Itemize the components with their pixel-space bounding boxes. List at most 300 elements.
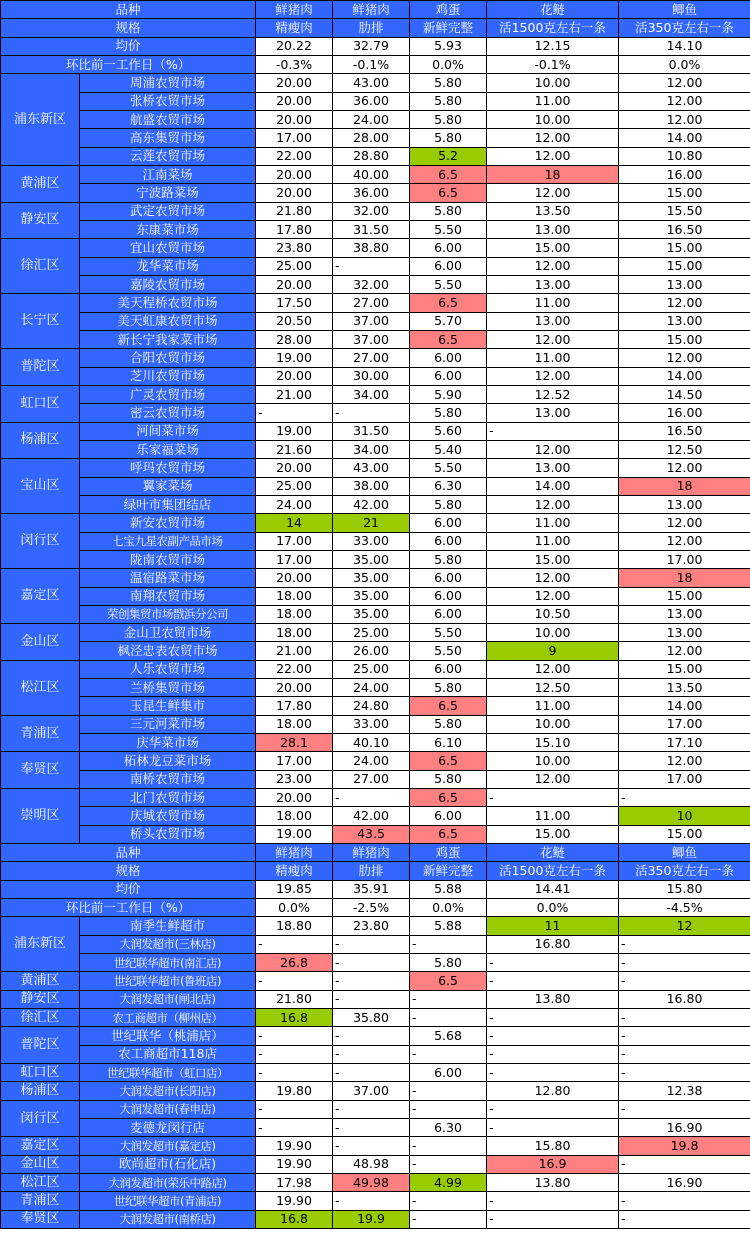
average-price-label: 均价 bbox=[1, 880, 256, 898]
price-cell: 6.00 bbox=[410, 532, 487, 550]
price-cell: 18.00 bbox=[256, 715, 333, 733]
price-cell: 17.50 bbox=[256, 294, 333, 312]
price-cell: 6.10 bbox=[410, 734, 487, 752]
market-name: 七宝九星农副产品市场 bbox=[80, 532, 256, 550]
price-cell: - bbox=[333, 1119, 410, 1137]
average-price-value: 5.88 bbox=[410, 880, 487, 898]
market-row bbox=[1, 642, 750, 660]
price-cell: 12.00 bbox=[487, 440, 619, 458]
column-variety-header: 鲜猪肉 bbox=[333, 1, 410, 19]
market-name: 呼玛农贸市场 bbox=[80, 459, 256, 477]
variety-header-label: 品种 bbox=[1, 844, 256, 862]
price-table-body bbox=[1, 1, 750, 1229]
price-cell: 40.00 bbox=[333, 165, 410, 183]
district-name: 徐汇区 bbox=[1, 239, 80, 294]
price-cell: 11.00 bbox=[487, 697, 619, 715]
price-cell: 17.00 bbox=[256, 550, 333, 568]
market-name: 世纪联华超市(鲁班店) bbox=[80, 972, 256, 990]
price-cell: 19.80 bbox=[256, 1082, 333, 1100]
market-row bbox=[1, 184, 750, 202]
price-cell: 20.00 bbox=[256, 92, 333, 110]
price-cell: 21.00 bbox=[256, 642, 333, 660]
price-cell: 16.80 bbox=[487, 935, 619, 953]
price-cell: 42.00 bbox=[333, 807, 410, 825]
market-row bbox=[1, 440, 750, 458]
price-cell: - bbox=[619, 1155, 750, 1173]
market-name: 密云农贸市场 bbox=[80, 404, 256, 422]
price-cell: 6.00 bbox=[410, 514, 487, 532]
column-variety-header: 鲜猪肉 bbox=[256, 844, 333, 862]
average-price-row bbox=[1, 880, 750, 898]
average-price-value: 12.15 bbox=[487, 37, 619, 55]
district-name: 奉贤区 bbox=[1, 752, 80, 789]
market-row bbox=[1, 752, 750, 770]
price-cell: 34.00 bbox=[333, 440, 410, 458]
market-name: 金山卫农贸市场 bbox=[80, 624, 256, 642]
market-row bbox=[1, 734, 750, 752]
price-cell: 10.00 bbox=[487, 74, 619, 92]
price-cell: 20.00 bbox=[256, 367, 333, 385]
market-row bbox=[1, 202, 750, 220]
price-cell: 27.00 bbox=[333, 294, 410, 312]
price-cell: 12.00 bbox=[619, 459, 750, 477]
price-cell: 36.00 bbox=[333, 92, 410, 110]
market-row bbox=[1, 239, 750, 257]
price-cell: 16.00 bbox=[619, 404, 750, 422]
market-name: 宜山农贸市场 bbox=[80, 239, 256, 257]
price-cell-high: 19.8 bbox=[619, 1137, 750, 1155]
district-name: 虹口区 bbox=[1, 385, 80, 422]
price-cell: - bbox=[487, 954, 619, 972]
market-row bbox=[1, 1064, 750, 1082]
price-cell: - bbox=[487, 422, 619, 440]
average-price-value: 32.79 bbox=[333, 37, 410, 55]
market-row bbox=[1, 1009, 750, 1027]
price-cell: - bbox=[619, 1100, 750, 1118]
price-cell: - bbox=[256, 1064, 333, 1082]
price-cell: - bbox=[256, 1027, 333, 1045]
district-name: 嘉定区 bbox=[1, 1137, 80, 1155]
price-cell: 11.00 bbox=[487, 294, 619, 312]
district-name: 浦东新区 bbox=[1, 74, 80, 166]
price-cell: - bbox=[410, 1009, 487, 1027]
market-row bbox=[1, 367, 750, 385]
price-cell: 13.00 bbox=[487, 220, 619, 238]
market-row bbox=[1, 129, 750, 147]
price-cell: 12.00 bbox=[487, 129, 619, 147]
price-cell: 20.00 bbox=[256, 275, 333, 293]
price-cell: 12.38 bbox=[619, 1082, 750, 1100]
price-cell: 6.00 bbox=[410, 660, 487, 678]
price-cell-high: 18 bbox=[619, 477, 750, 495]
market-name: 南桥农贸市场 bbox=[80, 770, 256, 788]
price-cell: 11.00 bbox=[487, 349, 619, 367]
price-cell: 11.00 bbox=[487, 807, 619, 825]
price-cell: 19.90 bbox=[256, 1192, 333, 1210]
price-cell-low: 12 bbox=[619, 917, 750, 935]
price-cell: 12.00 bbox=[487, 184, 619, 202]
header-row-spec bbox=[1, 862, 750, 880]
price-cell: 43.00 bbox=[333, 74, 410, 92]
district-name: 静安区 bbox=[1, 990, 80, 1008]
price-cell: - bbox=[410, 1192, 487, 1210]
price-cell-low: 16.8 bbox=[256, 1009, 333, 1027]
market-row bbox=[1, 679, 750, 697]
price-cell: - bbox=[333, 789, 410, 807]
district-name: 松江区 bbox=[1, 1174, 80, 1192]
price-cell: - bbox=[487, 972, 619, 990]
change-value: -0.1% bbox=[333, 55, 410, 73]
market-name: 世纪联华超市(青浦店) bbox=[80, 1192, 256, 1210]
average-price-value: 5.93 bbox=[410, 37, 487, 55]
market-row bbox=[1, 147, 750, 165]
price-cell: 12.00 bbox=[619, 349, 750, 367]
price-cell: 17.00 bbox=[619, 770, 750, 788]
price-cell: 31.50 bbox=[333, 422, 410, 440]
market-name: 武定农贸市场 bbox=[80, 202, 256, 220]
price-cell: 15.00 bbox=[619, 587, 750, 605]
change-row bbox=[1, 899, 750, 917]
district-name: 黄浦区 bbox=[1, 165, 80, 202]
price-cell: 24.00 bbox=[333, 752, 410, 770]
market-name: 世纪联华超市（虹口店） bbox=[80, 1064, 256, 1082]
price-cell: 37.00 bbox=[333, 312, 410, 330]
price-cell: 24.00 bbox=[256, 495, 333, 513]
price-cell: 11.00 bbox=[487, 514, 619, 532]
market-row bbox=[1, 990, 750, 1008]
market-row bbox=[1, 770, 750, 788]
average-price-value: 14.10 bbox=[619, 37, 750, 55]
market-row bbox=[1, 1027, 750, 1045]
price-cell: 12.00 bbox=[487, 569, 619, 587]
market-name: 庆城农贸市场 bbox=[80, 807, 256, 825]
market-name: 芝川农贸市场 bbox=[80, 367, 256, 385]
market-name: 美天程桥农贸市场 bbox=[80, 294, 256, 312]
price-cell: 12.00 bbox=[619, 752, 750, 770]
price-cell: 6.00 bbox=[410, 239, 487, 257]
market-name: 荣创集贸市场戬浜分公司 bbox=[80, 605, 256, 623]
price-cell-high: 6.5 bbox=[410, 825, 487, 843]
price-cell: 20.00 bbox=[256, 679, 333, 697]
column-spec-header: 活1500克左右一条 bbox=[487, 862, 619, 880]
price-cell: 6.00 bbox=[410, 257, 487, 275]
price-cell: - bbox=[333, 1192, 410, 1210]
price-cell: 13.00 bbox=[487, 312, 619, 330]
price-cell: - bbox=[256, 1045, 333, 1063]
price-cell: 6.30 bbox=[410, 477, 487, 495]
average-price-value: 19.85 bbox=[256, 880, 333, 898]
price-cell: - bbox=[410, 1100, 487, 1118]
price-cell: 12.00 bbox=[487, 495, 619, 513]
price-cell-high: 6.5 bbox=[410, 972, 487, 990]
market-row bbox=[1, 404, 750, 422]
market-row bbox=[1, 257, 750, 275]
market-name: 欧尚超市(石化店) bbox=[80, 1155, 256, 1173]
market-name: 陇南农贸市场 bbox=[80, 550, 256, 568]
price-cell: 15.00 bbox=[487, 550, 619, 568]
price-cell: - bbox=[333, 1045, 410, 1063]
price-cell: 5.90 bbox=[410, 385, 487, 403]
header-row-variety bbox=[1, 844, 750, 862]
price-cell: 5.80 bbox=[410, 404, 487, 422]
market-row bbox=[1, 220, 750, 238]
price-cell: 5.50 bbox=[410, 642, 487, 660]
price-cell: 31.50 bbox=[333, 220, 410, 238]
price-cell: 13.00 bbox=[487, 459, 619, 477]
price-cell: 35.00 bbox=[333, 550, 410, 568]
price-cell: 5.80 bbox=[410, 495, 487, 513]
district-name: 浦东新区 bbox=[1, 917, 80, 972]
header-row-variety bbox=[1, 1, 750, 19]
market-name: 南翔农贸市场 bbox=[80, 587, 256, 605]
price-cell-high: 49.98 bbox=[333, 1174, 410, 1192]
price-cell: 13.00 bbox=[619, 312, 750, 330]
column-spec-header: 活350克左右一条 bbox=[619, 19, 750, 37]
price-cell: 16.90 bbox=[619, 1119, 750, 1137]
price-cell: 23.80 bbox=[256, 239, 333, 257]
district-name: 静安区 bbox=[1, 202, 80, 239]
price-cell: 16.90 bbox=[619, 1174, 750, 1192]
price-cell: 42.00 bbox=[333, 495, 410, 513]
price-cell: 14.00 bbox=[619, 129, 750, 147]
market-name: 云莲农贸市场 bbox=[80, 147, 256, 165]
price-cell: - bbox=[256, 1119, 333, 1137]
price-cell-high: 6.5 bbox=[410, 294, 487, 312]
price-cell: 14.00 bbox=[619, 697, 750, 715]
market-row bbox=[1, 74, 750, 92]
market-name: 翼家菜场 bbox=[80, 477, 256, 495]
price-cell: 32.00 bbox=[333, 202, 410, 220]
price-cell: 18.00 bbox=[256, 807, 333, 825]
price-cell: 12.80 bbox=[487, 1082, 619, 1100]
price-cell: 5.80 bbox=[410, 129, 487, 147]
price-cell: - bbox=[410, 1210, 487, 1228]
average-price-label: 均价 bbox=[1, 37, 256, 55]
price-cell: - bbox=[410, 1155, 487, 1173]
average-price-value: 14.41 bbox=[487, 880, 619, 898]
price-cell: 12.00 bbox=[619, 532, 750, 550]
market-name: 乐家福菜场 bbox=[80, 440, 256, 458]
price-cell: - bbox=[333, 404, 410, 422]
price-cell-high: 18 bbox=[619, 569, 750, 587]
price-cell: 13.00 bbox=[619, 495, 750, 513]
price-cell: 5.80 bbox=[410, 110, 487, 128]
average-price-value: 20.22 bbox=[256, 37, 333, 55]
price-cell: 28.80 bbox=[333, 147, 410, 165]
market-row bbox=[1, 514, 750, 532]
price-cell: 13.50 bbox=[619, 679, 750, 697]
price-cell: - bbox=[256, 935, 333, 953]
price-cell: 5.88 bbox=[410, 917, 487, 935]
price-cell: - bbox=[619, 789, 750, 807]
market-row bbox=[1, 807, 750, 825]
market-name: 嘉陵农贸市场 bbox=[80, 275, 256, 293]
market-name: 江南菜场 bbox=[80, 165, 256, 183]
market-name: 大润发超市(三林店) bbox=[80, 935, 256, 953]
column-variety-header: 鲫鱼 bbox=[619, 844, 750, 862]
price-cell: 5.50 bbox=[410, 220, 487, 238]
market-name: 柘林龙豆菜市场 bbox=[80, 752, 256, 770]
price-cell-low: 16.8 bbox=[256, 1210, 333, 1228]
price-cell: - bbox=[619, 1009, 750, 1027]
price-cell: 17.98 bbox=[256, 1174, 333, 1192]
price-cell: 12.00 bbox=[487, 147, 619, 165]
price-cell-low: 5.2 bbox=[410, 147, 487, 165]
market-name: 三元河菜市场 bbox=[80, 715, 256, 733]
price-cell: 17.80 bbox=[256, 697, 333, 715]
price-cell: 15.50 bbox=[619, 202, 750, 220]
district-name: 长宁区 bbox=[1, 294, 80, 349]
district-name: 杨浦区 bbox=[1, 1082, 80, 1100]
price-cell: 19.00 bbox=[256, 825, 333, 843]
price-cell: 5.80 bbox=[410, 202, 487, 220]
price-cell: 14.50 bbox=[619, 385, 750, 403]
price-cell-low: 21 bbox=[333, 514, 410, 532]
price-cell: 27.00 bbox=[333, 349, 410, 367]
price-cell: - bbox=[410, 1082, 487, 1100]
price-cell: 10.00 bbox=[487, 715, 619, 733]
market-row bbox=[1, 697, 750, 715]
price-cell: 21.00 bbox=[256, 385, 333, 403]
market-name: 广灵农贸市场 bbox=[80, 385, 256, 403]
price-cell: 5.60 bbox=[410, 422, 487, 440]
market-row bbox=[1, 165, 750, 183]
price-cell: - bbox=[410, 935, 487, 953]
price-cell: - bbox=[619, 1045, 750, 1063]
price-cell: 34.00 bbox=[333, 385, 410, 403]
district-name: 杨浦区 bbox=[1, 422, 80, 459]
column-spec-header: 新鲜完整 bbox=[410, 862, 487, 880]
price-cell: 20.00 bbox=[256, 184, 333, 202]
price-cell: - bbox=[333, 1027, 410, 1045]
price-cell: 25.00 bbox=[333, 660, 410, 678]
price-cell: - bbox=[333, 1064, 410, 1082]
price-cell: 19.00 bbox=[256, 349, 333, 367]
price-cell: 15.00 bbox=[619, 239, 750, 257]
price-cell: 12.00 bbox=[619, 110, 750, 128]
market-name: 麦德龙闵行店 bbox=[80, 1119, 256, 1137]
price-cell: 12.00 bbox=[619, 294, 750, 312]
district-name: 虹口区 bbox=[1, 1064, 80, 1082]
price-cell: - bbox=[333, 972, 410, 990]
price-cell: - bbox=[333, 257, 410, 275]
price-cell: 15.00 bbox=[619, 184, 750, 202]
market-name: 大润发超市(春申店) bbox=[80, 1100, 256, 1118]
market-name: 龙华菜市场 bbox=[80, 257, 256, 275]
price-cell-high: 6.5 bbox=[410, 697, 487, 715]
price-cell: 17.00 bbox=[256, 752, 333, 770]
price-cell: 18.00 bbox=[256, 587, 333, 605]
price-cell: 15.00 bbox=[619, 825, 750, 843]
market-name: 高东集贸市场 bbox=[80, 129, 256, 147]
market-name: 大润发超市(荣乐中路店) bbox=[80, 1174, 256, 1192]
change-value: 0.0% bbox=[619, 55, 750, 73]
price-cell: 35.00 bbox=[333, 605, 410, 623]
price-cell: 10.80 bbox=[619, 147, 750, 165]
price-cell: 5.80 bbox=[410, 92, 487, 110]
change-row bbox=[1, 55, 750, 73]
price-cell: - bbox=[333, 954, 410, 972]
district-name: 青浦区 bbox=[1, 1192, 80, 1210]
price-cell: 6.00 bbox=[410, 807, 487, 825]
price-cell: 6.00 bbox=[410, 1064, 487, 1082]
price-cell: 28.00 bbox=[256, 330, 333, 348]
market-row bbox=[1, 1210, 750, 1228]
price-cell: 13.00 bbox=[487, 275, 619, 293]
market-row bbox=[1, 954, 750, 972]
price-cell: - bbox=[333, 1137, 410, 1155]
market-name: 玉昆生鲜集市 bbox=[80, 697, 256, 715]
price-cell: 33.00 bbox=[333, 715, 410, 733]
price-cell: 17.80 bbox=[256, 220, 333, 238]
market-row bbox=[1, 1155, 750, 1173]
price-cell: 12.00 bbox=[619, 92, 750, 110]
change-label: 环比前一工作日（%） bbox=[1, 55, 256, 73]
price-cell: - bbox=[619, 954, 750, 972]
price-cell: 17.00 bbox=[256, 129, 333, 147]
price-cell: 20.00 bbox=[256, 110, 333, 128]
price-cell: - bbox=[410, 1045, 487, 1063]
price-cell: 5.80 bbox=[410, 550, 487, 568]
change-value: -4.5% bbox=[619, 899, 750, 917]
price-cell: 33.00 bbox=[333, 532, 410, 550]
price-cell: 15.10 bbox=[487, 734, 619, 752]
market-row bbox=[1, 349, 750, 367]
market-name: 合阳农贸市场 bbox=[80, 349, 256, 367]
price-cell: 19.90 bbox=[256, 1155, 333, 1173]
market-row bbox=[1, 825, 750, 843]
market-row bbox=[1, 110, 750, 128]
price-cell: - bbox=[256, 1100, 333, 1118]
market-name: 大润发超市(长阳店) bbox=[80, 1082, 256, 1100]
change-value: 0.0% bbox=[487, 899, 619, 917]
column-variety-header: 鸡蛋 bbox=[410, 1, 487, 19]
price-cell: 35.00 bbox=[333, 587, 410, 605]
price-cell: 15.00 bbox=[619, 660, 750, 678]
header-row-spec bbox=[1, 19, 750, 37]
change-value: 0.0% bbox=[410, 55, 487, 73]
price-cell: 5.50 bbox=[410, 624, 487, 642]
price-cell: 6.00 bbox=[410, 587, 487, 605]
price-cell-low: 9 bbox=[487, 642, 619, 660]
price-cell: 37.00 bbox=[333, 330, 410, 348]
price-cell-high: 26.8 bbox=[256, 954, 333, 972]
price-cell: 6.00 bbox=[410, 569, 487, 587]
market-name: 河间菜市场 bbox=[80, 422, 256, 440]
change-value: 0.0% bbox=[410, 899, 487, 917]
market-name: 大润发超市(南桥店) bbox=[80, 1210, 256, 1228]
price-cell: 24.00 bbox=[333, 679, 410, 697]
market-name: 大润发超市(闸北店) bbox=[80, 990, 256, 1008]
price-cell-high: 6.5 bbox=[410, 330, 487, 348]
price-cell-high: 28.1 bbox=[256, 734, 333, 752]
district-name: 黄浦区 bbox=[1, 972, 80, 990]
price-cell: 12.50 bbox=[487, 679, 619, 697]
market-row bbox=[1, 1174, 750, 1192]
price-cell: 16.50 bbox=[619, 220, 750, 238]
price-cell: 20.50 bbox=[256, 312, 333, 330]
district-name: 青浦区 bbox=[1, 715, 80, 752]
spec-header-label: 规格 bbox=[1, 862, 256, 880]
district-name: 奉贤区 bbox=[1, 1210, 80, 1228]
price-cell: 12.00 bbox=[487, 367, 619, 385]
price-cell: 17.00 bbox=[619, 550, 750, 568]
market-row bbox=[1, 1192, 750, 1210]
price-cell: - bbox=[619, 935, 750, 953]
price-cell: - bbox=[487, 1027, 619, 1045]
price-cell: - bbox=[410, 1137, 487, 1155]
price-cell: 48.98 bbox=[333, 1155, 410, 1173]
